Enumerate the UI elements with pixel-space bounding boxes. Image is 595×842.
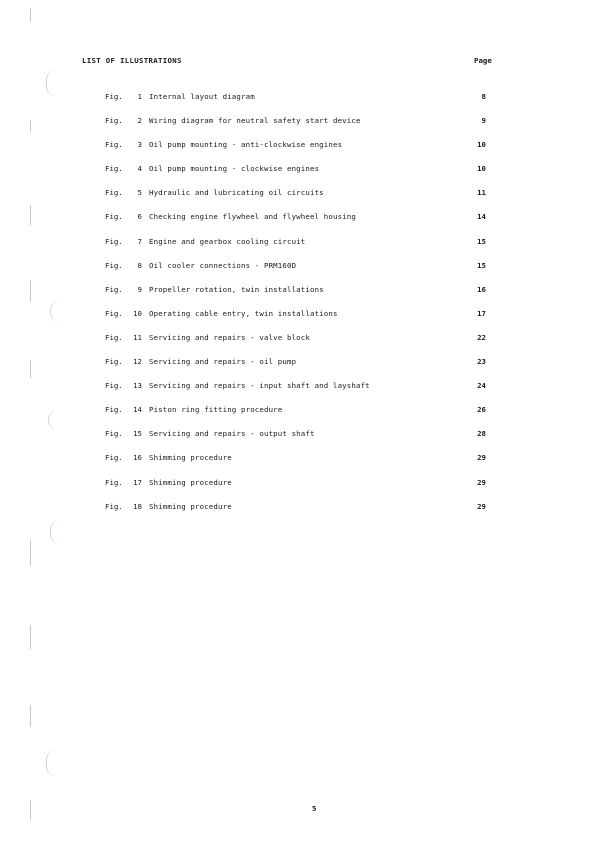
list-item xyxy=(0,285,595,309)
fig-label: Fig. xyxy=(105,116,123,126)
fig-page: 24 xyxy=(477,381,486,391)
fig-description: Servicing and repairs - oil pump xyxy=(149,357,297,367)
fig-label: Fig. xyxy=(105,308,123,318)
fig-page: 16 xyxy=(477,284,486,294)
page-column-heading: Page xyxy=(474,56,492,65)
fig-description: Servicing and repairs - input shaft and layshaft xyxy=(149,381,370,391)
fig-page: 29 xyxy=(477,453,486,463)
scan-edge-mark xyxy=(30,625,31,649)
fig-description: Checking engine flywheel and flywheel housing xyxy=(149,212,356,222)
fig-description: Wiring diagram for neutral safety start device xyxy=(149,116,361,126)
fig-description: Servicing and repairs - output shaft xyxy=(149,429,315,439)
list-item xyxy=(0,381,595,405)
fig-page: 29 xyxy=(477,501,486,511)
fig-page: 9 xyxy=(481,116,486,126)
fig-number: 13 xyxy=(133,381,142,391)
fig-label: Fig. xyxy=(105,92,123,101)
fig-number: 12 xyxy=(133,357,142,367)
fig-page: 15 xyxy=(477,260,486,270)
fig-number: 16 xyxy=(133,453,142,463)
fig-number: 14 xyxy=(133,405,142,415)
fig-page: 26 xyxy=(477,405,486,415)
list-item xyxy=(0,92,595,116)
fig-label: Fig. xyxy=(105,501,123,511)
fig-number: 9 xyxy=(137,284,142,294)
fig-number: 4 xyxy=(137,164,142,174)
fig-label: Fig. xyxy=(105,236,123,246)
fig-page: 22 xyxy=(477,332,486,342)
fig-description: Operating cable entry, twin installations xyxy=(149,308,338,318)
scan-edge-mark xyxy=(30,8,31,22)
fig-label: Fig. xyxy=(105,188,123,198)
fig-description: Piston ring fitting procedure xyxy=(149,405,283,415)
list-item xyxy=(0,453,595,477)
fig-number: 2 xyxy=(137,116,142,126)
fig-label: Fig. xyxy=(105,381,123,391)
fig-number: 11 xyxy=(133,332,142,342)
list-item xyxy=(0,237,595,261)
fig-number: 17 xyxy=(133,477,142,487)
fig-page: 15 xyxy=(477,236,486,246)
fig-number: 6 xyxy=(137,212,142,222)
list-item xyxy=(0,164,595,188)
fig-description: Shimming procedure xyxy=(149,477,232,487)
list-item xyxy=(0,333,595,357)
fig-description: Propeller rotation, twin installations xyxy=(149,284,324,294)
list-item xyxy=(0,116,595,140)
fig-number: 8 xyxy=(137,260,142,270)
footer-page-number: 5 xyxy=(312,804,317,813)
fig-label: Fig. xyxy=(105,477,123,487)
fig-label: Fig. xyxy=(105,164,123,174)
fig-page: 10 xyxy=(477,164,486,174)
fig-description: Oil pump mounting - anti-clockwise engines xyxy=(149,140,343,150)
list-item xyxy=(0,188,595,212)
fig-page: 23 xyxy=(477,357,486,367)
fig-label: Fig. xyxy=(105,212,123,222)
fig-label: Fig. xyxy=(105,284,123,294)
list-item xyxy=(0,140,595,164)
list-item xyxy=(0,261,595,285)
fig-page: 8 xyxy=(481,92,486,101)
fig-page: 11 xyxy=(477,188,486,198)
fig-label: Fig. xyxy=(105,140,123,150)
fig-page: 14 xyxy=(477,212,486,222)
fig-number: 3 xyxy=(137,140,142,150)
fig-number: 1 xyxy=(137,92,142,101)
list-item xyxy=(0,357,595,381)
fig-label: Fig. xyxy=(105,260,123,270)
fig-number: 5 xyxy=(137,188,142,198)
fig-description: Shimming procedure xyxy=(149,501,232,511)
list-item xyxy=(0,309,595,333)
list-item xyxy=(0,212,595,236)
fig-label: Fig. xyxy=(105,357,123,367)
fig-page: 29 xyxy=(477,477,486,487)
fig-number: 18 xyxy=(133,501,142,511)
fig-page: 28 xyxy=(477,429,486,439)
fig-number: 10 xyxy=(133,308,142,318)
fig-description: Internal layout diagram xyxy=(149,92,255,101)
fig-number: 7 xyxy=(137,236,142,246)
fig-label: Fig. xyxy=(105,332,123,342)
fig-label: Fig. xyxy=(105,405,123,415)
list-item xyxy=(0,502,595,526)
fig-page: 17 xyxy=(477,308,486,318)
fig-label: Fig. xyxy=(105,453,123,463)
list-of-illustrations-heading: LIST OF ILLUSTRATIONS xyxy=(82,56,182,65)
fig-description: Oil pump mounting - clockwise engines xyxy=(149,164,320,174)
scan-edge-curve xyxy=(46,750,57,776)
fig-description: Oil cooler connections - PRM160D xyxy=(149,260,297,270)
scan-edge-mark xyxy=(30,705,31,727)
fig-number: 15 xyxy=(133,429,142,439)
list-item xyxy=(0,478,595,502)
fig-description: Servicing and repairs - valve block xyxy=(149,332,310,342)
list-item xyxy=(0,429,595,453)
scan-edge-mark xyxy=(30,800,31,820)
fig-description: Shimming procedure xyxy=(149,453,232,463)
list-item xyxy=(0,405,595,429)
illustrations-list xyxy=(0,92,595,526)
fig-description: Engine and gearbox cooling circuit xyxy=(149,236,306,246)
fig-description: Hydraulic and lubricating oil circuits xyxy=(149,188,324,198)
fig-page: 10 xyxy=(477,140,486,150)
fig-label: Fig. xyxy=(105,429,123,439)
scan-edge-mark xyxy=(30,540,31,566)
